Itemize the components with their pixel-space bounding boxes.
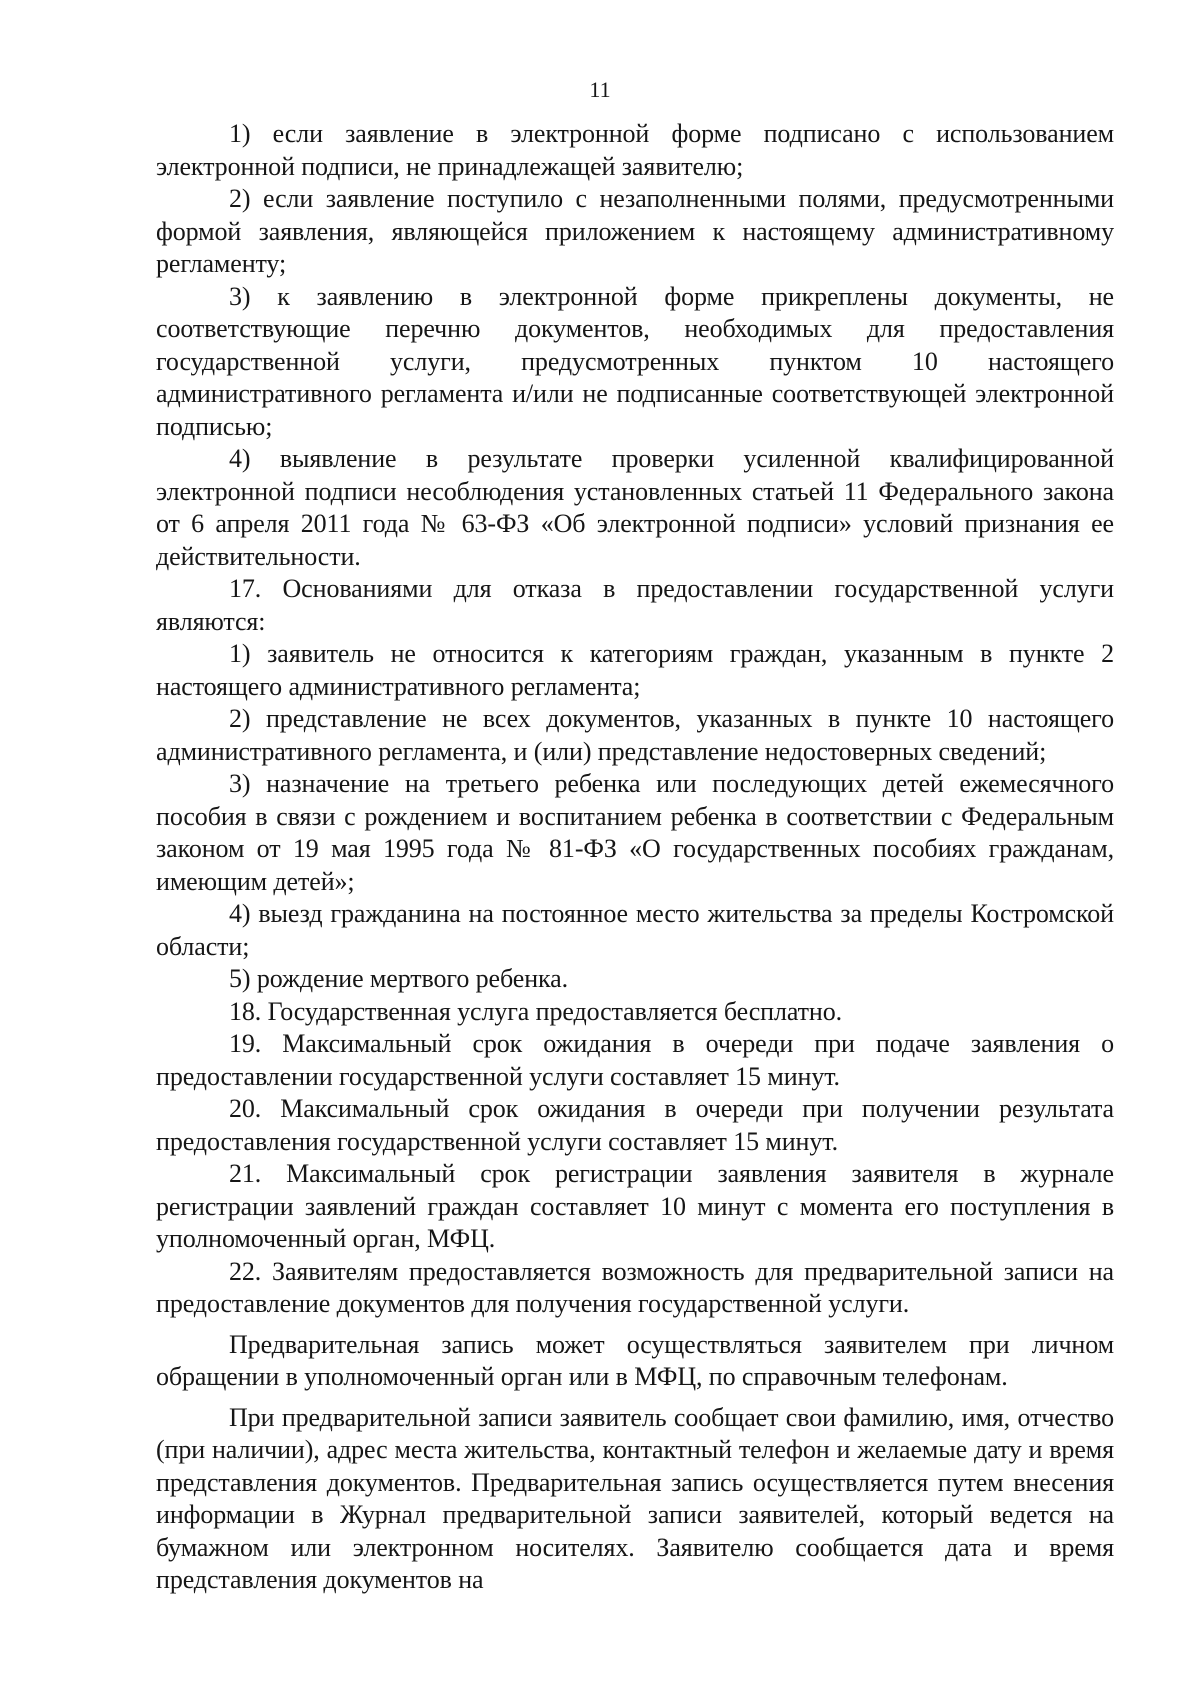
paragraph-preregistration-details: При предварительной записи заявитель сообщает свои фамилию, имя, отчество (при наличии), адрес места жительства, контактный телефон и желаемые дату и время представления документов. Предварительная запись осуществляется путем внесения информации в Журнал предварительной записи заявителей, который ведется на бумажном или электронном носителях. Заявителю сообщается дата и время представления документов на: [156, 1402, 1114, 1594]
paragraph-refusal-5: 5) рождение мертвого ребенка.: [229, 964, 568, 993]
paragraph-item-4: 4) выявление в результате проверки усиленной квалифицированной электронной подписи несоблюдения установленных статьей 11 Федерального закона от 6 апреля 2011 года № 63-ФЗ «Об электронной подписи» условий признания ее действительности.: [156, 444, 1114, 571]
paragraph-item-3: 3) к заявлению в электронной форме прикреплены документы, не соответствующие перечню документов, необходимых для предоставления государственной услуги, предусмотренных пунктом 10 настоящего административного регламента и/или не подписанные соответствующей электронной подписью;: [156, 281, 1114, 441]
paragraph-item-1: 1) если заявление в электронной форме подписано с использованием электронной подписи, не принадлежащей заявителю;: [156, 119, 1114, 181]
paragraph-section-20: 20. Максимальный срок ожидания в очереди при получении результата предоставления государственной услуги составляет 15 минут.: [156, 1094, 1114, 1156]
paragraph-refusal-3: 3) назначение на третьего ребенка или последующих детей ежемесячного пособия в связи с рождением и воспитанием ребенка в соответствии с Федеральным законом от 19 мая 1995 года № 81-ФЗ «О государственных пособиях гражданам, имеющим детей»;: [156, 769, 1114, 896]
paragraph-refusal-4: 4) выезд гражданина на постоянное место жительства за пределы Костромской области;: [156, 899, 1114, 961]
paragraph-preregistration: Предварительная запись может осуществляться заявителем при личном обращении в уполномоченный орган или в МФЦ, по справочным телефонам.: [156, 1329, 1114, 1391]
paragraph-refusal-1: 1) заявитель не относится к категориям граждан, указанным в пункте 2 настоящего административного регламента;: [156, 639, 1114, 701]
page-number: 11: [589, 77, 611, 102]
paragraph-section-21: 21. Максимальный срок регистрации заявления заявителя в журнале регистрации заявлений граждан составляет 10 минут с момента его поступления в уполномоченный орган, МФЦ.: [156, 1159, 1114, 1253]
document-body: [156, 118, 1114, 1597]
paragraph-section-18: 18. Государственная услуга предоставляется бесплатно.: [229, 996, 843, 1026]
paragraph-section-22: 22. Заявителям предоставляется возможность для предварительной записи на предоставление документов для получения государственной услуги.: [156, 1256, 1114, 1318]
paragraph-section-19: 19. Максимальный срок ожидания в очереди при подаче заявления о предоставлении государственной услуги составляет 15 минут.: [156, 1029, 1114, 1091]
paragraph-refusal-2: 2) представление не всех документов, указанных в пункте 10 настоящего административного регламента, и (или) представление недостоверных сведений;: [156, 704, 1114, 766]
paragraph-section-17: 17. Основаниями для отказа в предоставлении государственной услуги являются:: [156, 574, 1114, 636]
paragraph-item-2: 2) если заявление поступило с незаполненными полями, предусмотренными формой заявления, являющейся приложением к настоящему административному регламенту;: [156, 184, 1114, 278]
